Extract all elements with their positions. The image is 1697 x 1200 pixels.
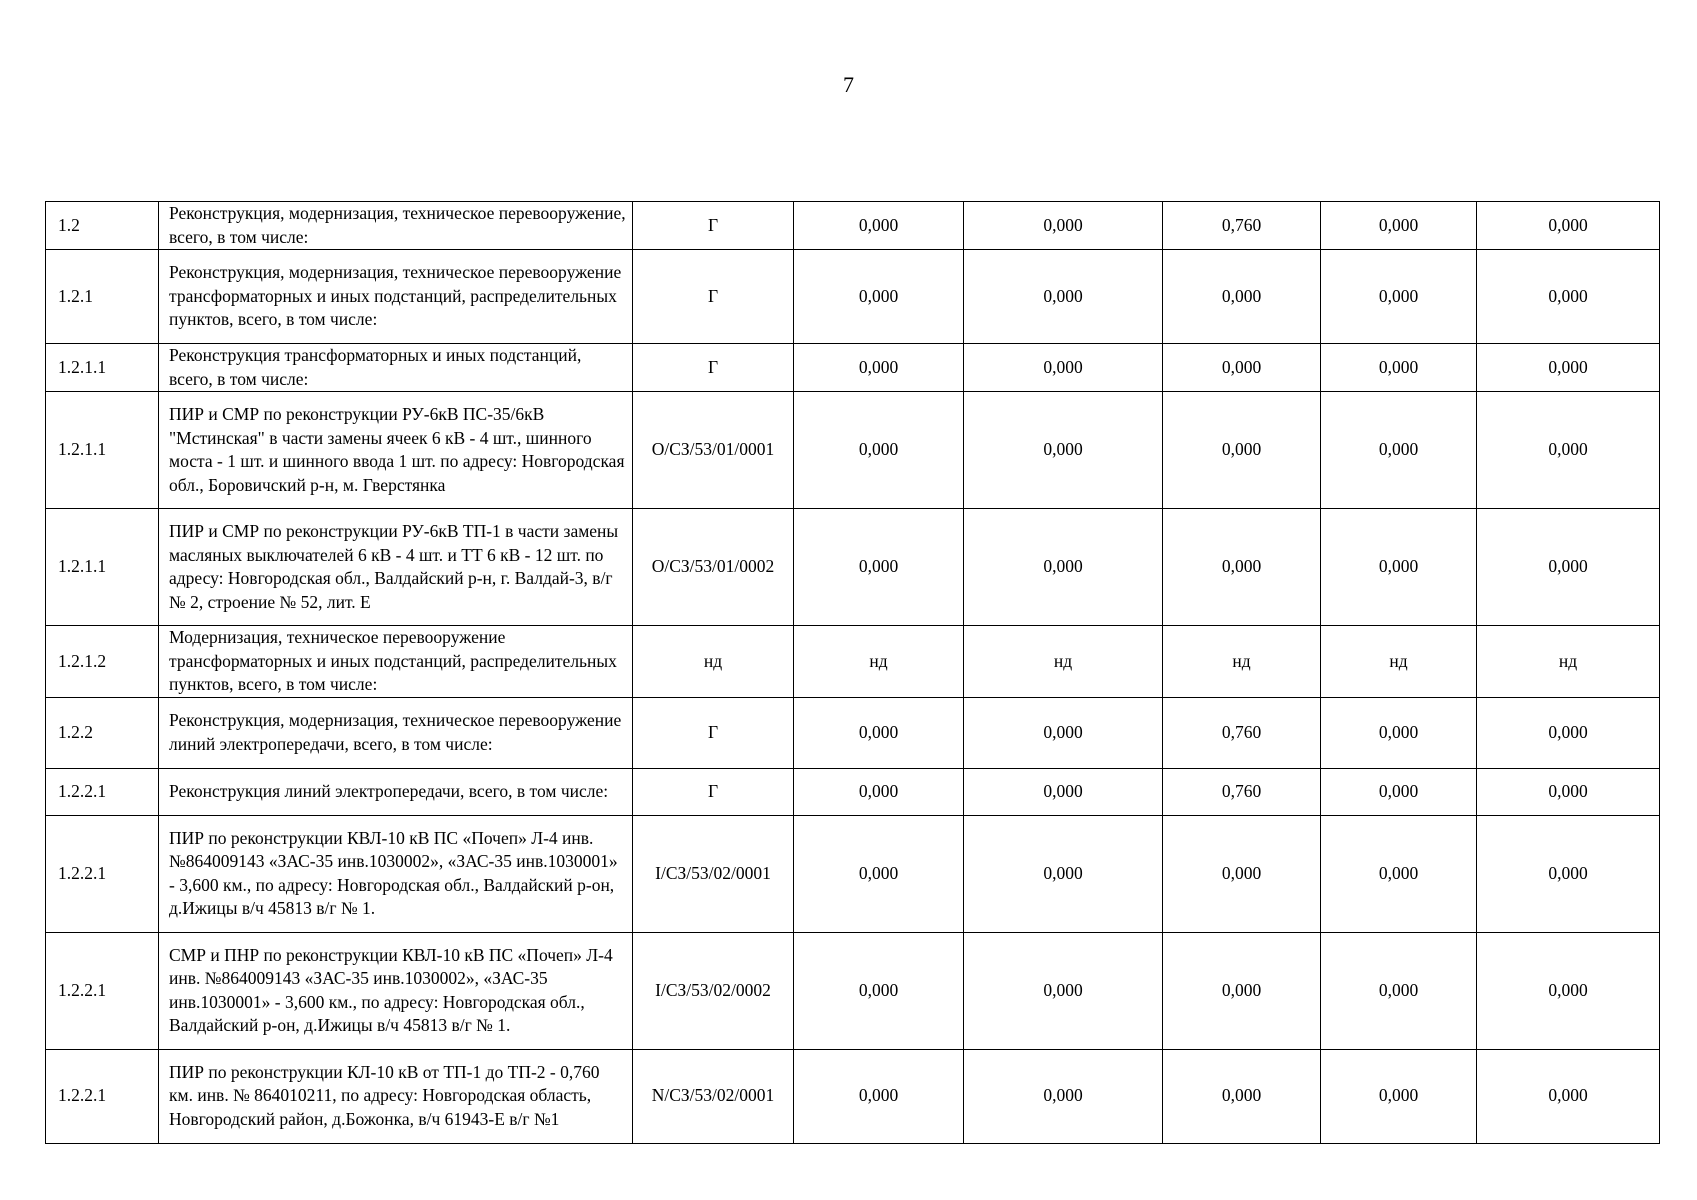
table-row — [46, 1049, 1660, 1143]
row-value-cell: 0,000 — [1163, 392, 1321, 509]
row-value-cell: 0,000 — [1321, 202, 1477, 250]
row-number-cell: 1.2.2.1 — [46, 768, 159, 815]
row-value-cell: 0,000 — [964, 1049, 1163, 1143]
row-code-cell: I/СЗ/53/02/0001 — [633, 815, 794, 932]
table-row — [46, 815, 1660, 932]
table-row — [46, 250, 1660, 344]
row-value-cell: 0,000 — [1163, 1049, 1321, 1143]
row-value-cell: 0,000 — [964, 697, 1163, 768]
row-code-cell: I/СЗ/53/02/0002 — [633, 932, 794, 1049]
row-code-cell: Г — [633, 202, 794, 250]
row-code-cell: нд — [633, 626, 794, 698]
row-code-cell: Г — [633, 768, 794, 815]
row-value-cell: нд — [1321, 626, 1477, 698]
row-value-cell: 0,000 — [1321, 250, 1477, 344]
row-value-cell: нд — [964, 626, 1163, 698]
row-value-cell: 0,000 — [964, 509, 1163, 626]
row-value-cell: 0,760 — [1163, 768, 1321, 815]
row-value-cell: 0,760 — [1163, 202, 1321, 250]
row-number-cell: 1.2.2 — [46, 697, 159, 768]
page-number: 7 — [843, 72, 854, 97]
row-value-cell: 0,000 — [794, 697, 964, 768]
row-code-cell: Г — [633, 250, 794, 344]
row-value-cell: 0,000 — [964, 250, 1163, 344]
row-value-cell: 0,000 — [1477, 1049, 1660, 1143]
row-number-cell: 1.2.2.1 — [46, 932, 159, 1049]
row-value-cell: 0,000 — [1477, 392, 1660, 509]
table-row — [46, 768, 1660, 815]
row-value-cell: 0,000 — [1163, 250, 1321, 344]
row-value-cell: 0,000 — [794, 344, 964, 392]
table-row — [46, 932, 1660, 1049]
row-value-cell: 0,000 — [794, 202, 964, 250]
row-value-cell: 0,000 — [794, 768, 964, 815]
row-value-cell: 0,000 — [1477, 932, 1660, 1049]
row-value-cell: 0,760 — [1163, 697, 1321, 768]
row-number-cell: 1.2.1.1 — [46, 392, 159, 509]
row-value-cell: 0,000 — [1321, 815, 1477, 932]
table-row — [46, 344, 1660, 392]
row-description-cell: ПИР и СМР по реконструкции РУ-6кВ ТП-1 в части замены масляных выключателей 6 кВ - 4 шт. и ТТ 6 кВ - 12 шт. по адресу: Новгородская обл., Валдайский р-н, г. Валдай-3, в/г № 2, строение № 52, лит. Е — [159, 509, 633, 626]
table-row — [46, 626, 1660, 698]
row-description-cell: Реконструкция, модернизация, техническое перевооружение трансформаторных и иных подстанций, распределительных пунктов, всего, в том числе: — [159, 250, 633, 344]
row-code-cell: Г — [633, 697, 794, 768]
row-value-cell: 0,000 — [964, 202, 1163, 250]
row-number-cell: 1.2.2.1 — [46, 815, 159, 932]
row-code-cell: О/СЗ/53/01/0002 — [633, 509, 794, 626]
row-value-cell: 0,000 — [794, 392, 964, 509]
row-value-cell: 0,000 — [794, 1049, 964, 1143]
row-code-cell: N/СЗ/53/02/0001 — [633, 1049, 794, 1143]
table-row — [46, 202, 1660, 250]
row-description-cell: СМР и ПНР по реконструкции КВЛ-10 кВ ПС «Почеп» Л-4 инв. №864009143 «ЗАС-35 инв.1030002», «ЗАС-35 инв.1030001» - 3,600 км., по адресу: Новгородская обл., Валдайский р-он, д.Ижицы в/ч 45813 в/г № 1. — [159, 932, 633, 1049]
row-description-cell: Реконструкция линий электропередачи, всего, в том числе: — [159, 768, 633, 815]
row-description-cell: Реконструкция трансформаторных и иных подстанций, всего, в том числе: — [159, 344, 633, 392]
table-row — [46, 392, 1660, 509]
row-code-cell: Г — [633, 344, 794, 392]
row-value-cell: 0,000 — [1477, 344, 1660, 392]
table-row — [46, 509, 1660, 626]
row-value-cell: 0,000 — [964, 932, 1163, 1049]
row-value-cell: 0,000 — [1163, 932, 1321, 1049]
row-value-cell: нд — [794, 626, 964, 698]
row-value-cell: 0,000 — [1321, 509, 1477, 626]
row-description-cell: ПИР по реконструкции КВЛ-10 кВ ПС «Почеп» Л-4 инв. №864009143 «ЗАС-35 инв.1030002», «ЗАС-35 инв.1030001» - 3,600 км., по адресу: Новгородская обл., Валдайский р-он, д.Ижицы в/ч 45813 в/г № 1. — [159, 815, 633, 932]
row-value-cell: 0,000 — [1163, 815, 1321, 932]
row-value-cell: 0,000 — [1477, 202, 1660, 250]
row-value-cell: 0,000 — [964, 815, 1163, 932]
row-value-cell: 0,000 — [1321, 344, 1477, 392]
row-value-cell: 0,000 — [794, 815, 964, 932]
row-description-cell: Модернизация, техническое перевооружение трансформаторных и иных подстанций, распределительных пунктов, всего, в том числе: — [159, 626, 633, 698]
row-value-cell: нд — [1163, 626, 1321, 698]
row-description-cell: ПИР по реконструкции КЛ-10 кВ от ТП-1 до ТП-2 - 0,760 км. инв. № 864010211, по адресу: Новгородская область, Новгородский район, д.Божонка, в/ч 61943-Е в/г №1 — [159, 1049, 633, 1143]
row-value-cell: 0,000 — [794, 509, 964, 626]
row-value-cell: 0,000 — [1477, 509, 1660, 626]
row-value-cell: 0,000 — [1477, 768, 1660, 815]
row-value-cell: 0,000 — [1163, 344, 1321, 392]
row-description-cell: Реконструкция, модернизация, техническое перевооружение, всего, в том числе: — [159, 202, 633, 250]
row-value-cell: 0,000 — [1321, 392, 1477, 509]
row-value-cell: 0,000 — [964, 768, 1163, 815]
row-value-cell: 0,000 — [1163, 509, 1321, 626]
row-number-cell: 1.2.2.1 — [46, 1049, 159, 1143]
row-number-cell: 1.2.1.1 — [46, 344, 159, 392]
row-value-cell: 0,000 — [964, 392, 1163, 509]
row-value-cell: 0,000 — [964, 344, 1163, 392]
row-value-cell: 0,000 — [1321, 768, 1477, 815]
row-description-cell: Реконструкция, модернизация, техническое перевооружение линий электропередачи, всего, в том числе: — [159, 697, 633, 768]
row-number-cell: 1.2.1.1 — [46, 509, 159, 626]
row-number-cell: 1.2.1 — [46, 250, 159, 344]
row-value-cell: 0,000 — [794, 932, 964, 1049]
row-number-cell: 1.2.1.2 — [46, 626, 159, 698]
investment-program-table — [45, 201, 1660, 1144]
row-code-cell: О/СЗ/53/01/0001 — [633, 392, 794, 509]
row-value-cell: 0,000 — [1477, 815, 1660, 932]
row-value-cell: 0,000 — [1477, 697, 1660, 768]
row-value-cell: 0,000 — [1321, 1049, 1477, 1143]
row-value-cell: 0,000 — [1477, 250, 1660, 344]
row-value-cell: 0,000 — [1321, 932, 1477, 1049]
row-description-cell: ПИР и СМР по реконструкции РУ-6кВ ПС-35/6кВ "Мстинская" в части замены ячеек 6 кВ - 4 шт., шинного моста - 1 шт. и шинного ввода 1 шт. по адресу: Новгородская обл., Боровичский р-н, м. Гверстянка — [159, 392, 633, 509]
row-number-cell: 1.2 — [46, 202, 159, 250]
row-value-cell: 0,000 — [794, 250, 964, 344]
row-value-cell: нд — [1477, 626, 1660, 698]
table-row — [46, 697, 1660, 768]
row-value-cell: 0,000 — [1321, 697, 1477, 768]
